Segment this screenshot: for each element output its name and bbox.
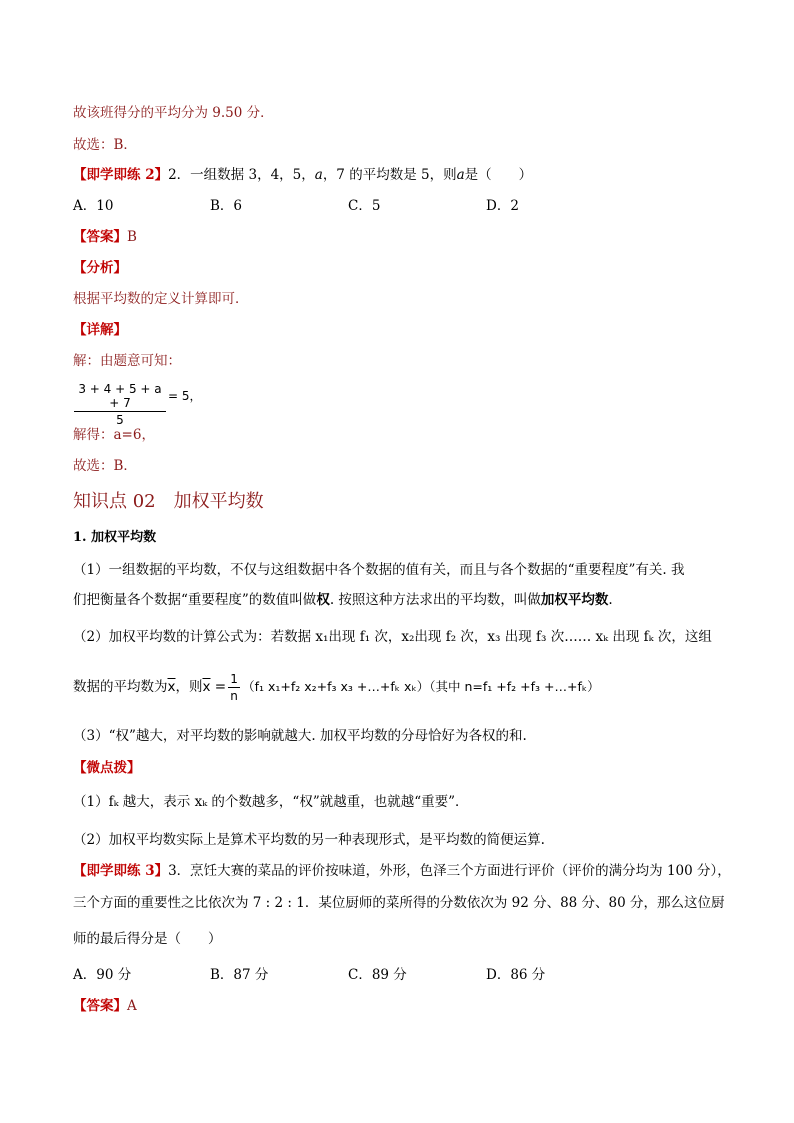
tip-1: （1）fₖ 越大，表示 xₖ 的个数越多，“权”就越重，也就越“重要”．	[73, 794, 469, 810]
item-2-line-2: 数据的平均数为$\overline{x}$，则$\overline{x}$ = $\frac{1}{n}$ （f₁ x₁+f₂ x₂+f₃ x₃ +…+fₖ xₖ）（其中 n=f₁ +f₂ +f₃ +…+fₖ）	[73, 672, 600, 703]
question-2: 【即学即练 2】2．一组数据 3，4，5，a，7 的平均数是 5，则a是（ ）	[73, 167, 533, 183]
tip-tag: 【微点拨】	[73, 760, 141, 776]
detail-text-3: 故选：B．	[73, 458, 137, 474]
practice-tag-3: 【即学即练 3】	[73, 863, 169, 879]
formula-fraction: $\frac{1}{n}$	[228, 672, 240, 703]
detail-text-2: 解得：a=6，	[73, 427, 155, 443]
item-1-line-1: （1）一组数据的平均数，不仅与这组数据中各个数据的值有关，而且与各个数据的“重要程度”有关. 我	[73, 562, 685, 578]
analysis-tag: 【分析】	[73, 260, 127, 276]
detail-text-1: 解：由题意可知：	[73, 353, 181, 369]
option-3-d: D．86 分	[486, 967, 546, 983]
question-3-line-2: 三个方面的重要性之比依次为 7 : 2 : 1．某位厨师的菜所得的分数依次为 92 分、88 分、80 分，那么这位厨	[73, 895, 725, 911]
item-3: （3）“权”越大，对平均数的影响就越大. 加权平均数的分母恰好为各权的和.	[73, 728, 527, 744]
subheading: 1. 加权平均数	[73, 530, 157, 545]
option-c: C．5	[348, 198, 381, 214]
option-3-c: C．89 分	[348, 967, 407, 983]
option-3-a: A．90 分	[73, 967, 132, 983]
answer-line-3: 【答案】A	[73, 998, 137, 1014]
item-2-line-1: （2）加权平均数的计算公式为：若数据 x₁出现 f₁ 次，x₂出现 f₂ 次，x₃ 出现 f₃ 次…… xₖ 出现 fₖ 次，这组	[73, 629, 712, 645]
fraction-equals: = 5，	[168, 389, 202, 403]
option-b: B．6	[210, 198, 243, 214]
choice-line: 故选：B．	[73, 137, 137, 153]
option-d: D．2	[486, 198, 519, 214]
section-heading: 知识点 02 加权平均数	[73, 491, 264, 512]
tip-2: （2）加权平均数实际上是算术平均数的另一种表现形式，是平均数的简便运算.	[73, 832, 545, 848]
item-1-line-2: 们把衡量各个数据“重要程度”的数值叫做权. 按照这种方法求出的平均数，叫做加权平均数.	[73, 592, 613, 608]
detail-tag: 【详解】	[73, 322, 127, 338]
option-3-b: B．87 分	[210, 967, 269, 983]
fraction: 3 + 4 + 5 + a + 7 5	[74, 382, 166, 427]
option-a: A．10	[73, 198, 114, 214]
answer-line: 【答案】B	[73, 229, 137, 245]
conclusion-line: 故该班得分的平均分为 9.50 分．	[73, 105, 274, 121]
question-3-line-3: 师的最后得分是（ ）	[73, 931, 222, 947]
question-3-line-1: 【即学即练 3】3．烹饪大赛的菜品的评价按味道，外形，色泽三个方面进行评价（评价的满分均为 100 分），	[73, 863, 731, 879]
analysis-text: 根据平均数的定义计算即可．	[73, 291, 249, 307]
practice-tag: 【即学即练 2】	[73, 167, 169, 183]
